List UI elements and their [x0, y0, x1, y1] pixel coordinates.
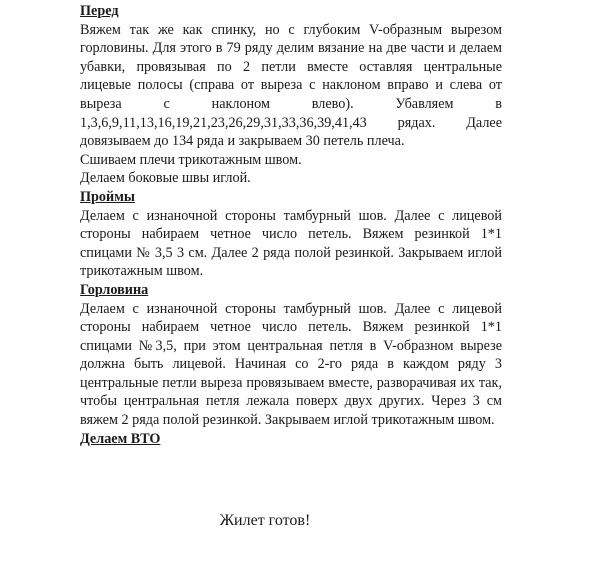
neckline-instructions: Делаем с изнаночной стороны тамбурный шов. Далее с лицевой стороны набираем четное число петель. Вяжем резинкой 1*1 спицами №3,5, при этом центральная петля в V-образном вырезе должна быть лицевой. Начиная со 2-го ряда в каждом ряду 3 центральные петли выреза провязываем вместе, разворачивая их так, чтобы центральная петля лежала поверх двух других. Через 3 см вяжем 2 ряда полой резинкой. Закрываем иглой трикотажным швом. [80, 300, 502, 429]
front-instructions: Вяжем так же как спинку, но с глубоким V-образным вырезом горловины. Для этого в 79 ряду делим вязание на две части и делаем убавки, провязывая по 2 петли вместе оставляя центральные лицевые полосы (справа от выреза с наклоном вправо и слева от выреза с наклоном влево). Убавляем в 1,3,6,9,11,13,16,19,21,23,26,29,31,33,36,39,41,43 рядах. Далее довязываем до 134 ряда и закрываем 30 петель плеча. [80, 21, 502, 150]
shoulder-seam-instruction: Сшиваем плечи трикотажным швом. [80, 151, 302, 168]
section-heading-front: Перед [80, 3, 119, 19]
section-heading-neckline: Горловина [80, 281, 149, 298]
closing-line: Жилет готов! [219, 512, 311, 529]
section-heading-armholes: Проймы [80, 188, 135, 205]
knitting-instructions [80, 2, 502, 448]
section-heading-wto: Делаем ВТО [80, 430, 161, 447]
armholes-instructions: Делаем с изнаночной стороны тамбурный шов. Далее с лицевой стороны набираем четное число петель. Вяжем резинкой 1*1 спицами № 3,5 3 см. Далее 2 ряда полой резинкой. Закрываем иглой трикотажным швом. [80, 207, 502, 280]
side-seam-instruction: Делаем боковые швы иглой. [80, 170, 251, 187]
